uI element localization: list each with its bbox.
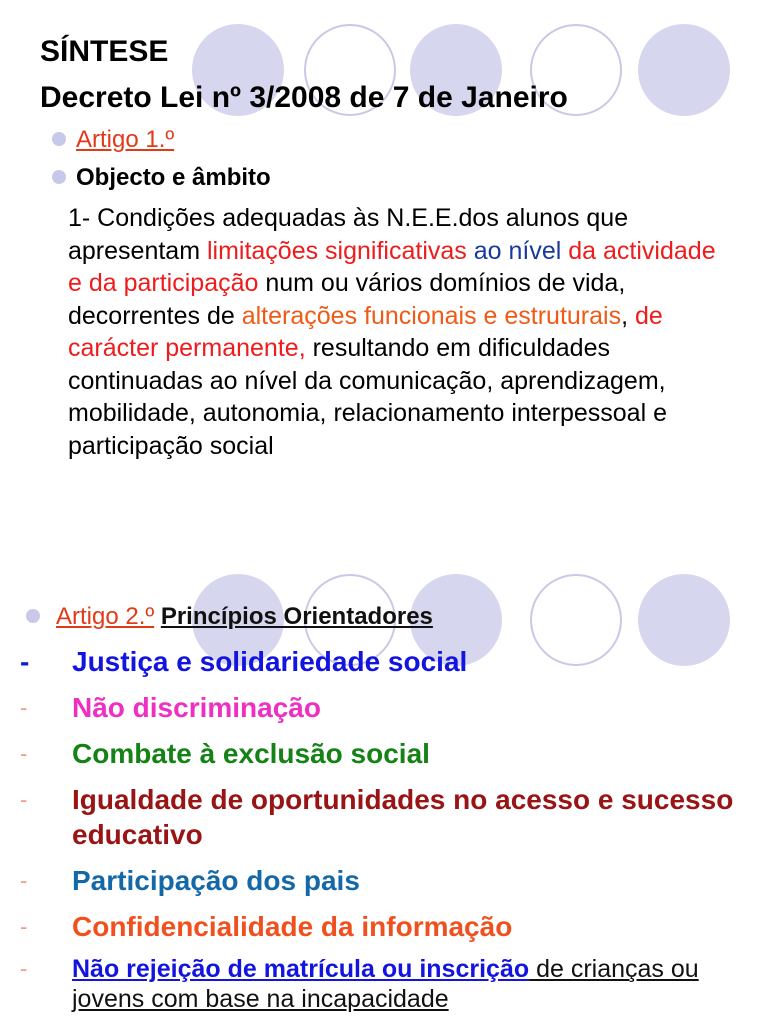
principle-item (20, 909, 760, 944)
artigo-2-label: Artigo 2.º (56, 603, 155, 630)
principle-text (72, 954, 760, 1014)
para-text: 1- Condições adequadas às N.E.E.dos alunos que apresentam (68, 204, 629, 265)
principle-item (20, 863, 760, 898)
artigo-1-label: Artigo 1.º (76, 126, 175, 153)
bullet-dot-icon (52, 170, 66, 184)
dash-marker: - (20, 741, 28, 766)
dash-marker: - (20, 646, 30, 677)
artigo-2-heading (26, 600, 433, 634)
article-paragraph (68, 202, 736, 462)
objecto-label: Objecto e âmbito (76, 164, 271, 191)
principle-bold-underlined: Não rejeição de matrícula ou inscrição (72, 955, 530, 983)
para-text: resultando em dificuldades continuadas ao nível da comunicação, aprendizagem, mobilidade, autonomia, relacionamento interpessoal e participação social (68, 334, 667, 460)
bullet-objecto (52, 162, 271, 194)
bullet-dot-icon (26, 609, 40, 623)
para-text: , (621, 301, 635, 330)
slide-2 (0, 512, 768, 1024)
principle-item (20, 736, 760, 771)
bullet-artigo-1 (52, 124, 174, 156)
principle-item (20, 690, 760, 725)
para-highlight: de carácter permanente (68, 301, 663, 362)
bullet-dot-icon (52, 132, 66, 146)
principle-item (20, 782, 760, 852)
principle-text: Não discriminação (72, 692, 321, 723)
dash-marker: - (20, 868, 28, 893)
slide-subtitle: Decreto Lei nº 3/2008 de 7 de Janeiro (40, 81, 568, 114)
para-highlight-orange: alterações funcionais e estruturais (241, 301, 622, 330)
para-text: num ou vários domínios de vida, decorrentes de (68, 269, 626, 330)
slide-title: SÍNTESE (40, 35, 169, 68)
dash-marker: - (20, 956, 28, 981)
principle-rest: de crianças ou jovens com base na incapacidade (72, 955, 699, 1013)
principle-text: Justiça e solidariedade social (72, 646, 468, 677)
dash-marker: - (20, 787, 28, 812)
para-blue-text: ao nível (466, 236, 562, 265)
artigo-2-title: Princípios Orientadores (160, 603, 433, 630)
dash-marker: - (20, 914, 28, 939)
principle-text: Igualdade de oportunidades no acesso e sucesso educativo (72, 784, 734, 850)
principle-text: Confidencialidade da informação (72, 911, 513, 942)
principle-item (20, 644, 760, 679)
decor-circle (638, 24, 730, 116)
principle-item (20, 954, 760, 1014)
dash-marker: - (20, 695, 28, 720)
principle-text: Combate à exclusão social (72, 738, 430, 769)
para-highlight: da actividade e da participação (68, 236, 716, 297)
principle-text: Participação dos pais (72, 865, 360, 896)
para-highlight: limitações significativas (206, 236, 467, 265)
para-comma: , (298, 334, 306, 362)
